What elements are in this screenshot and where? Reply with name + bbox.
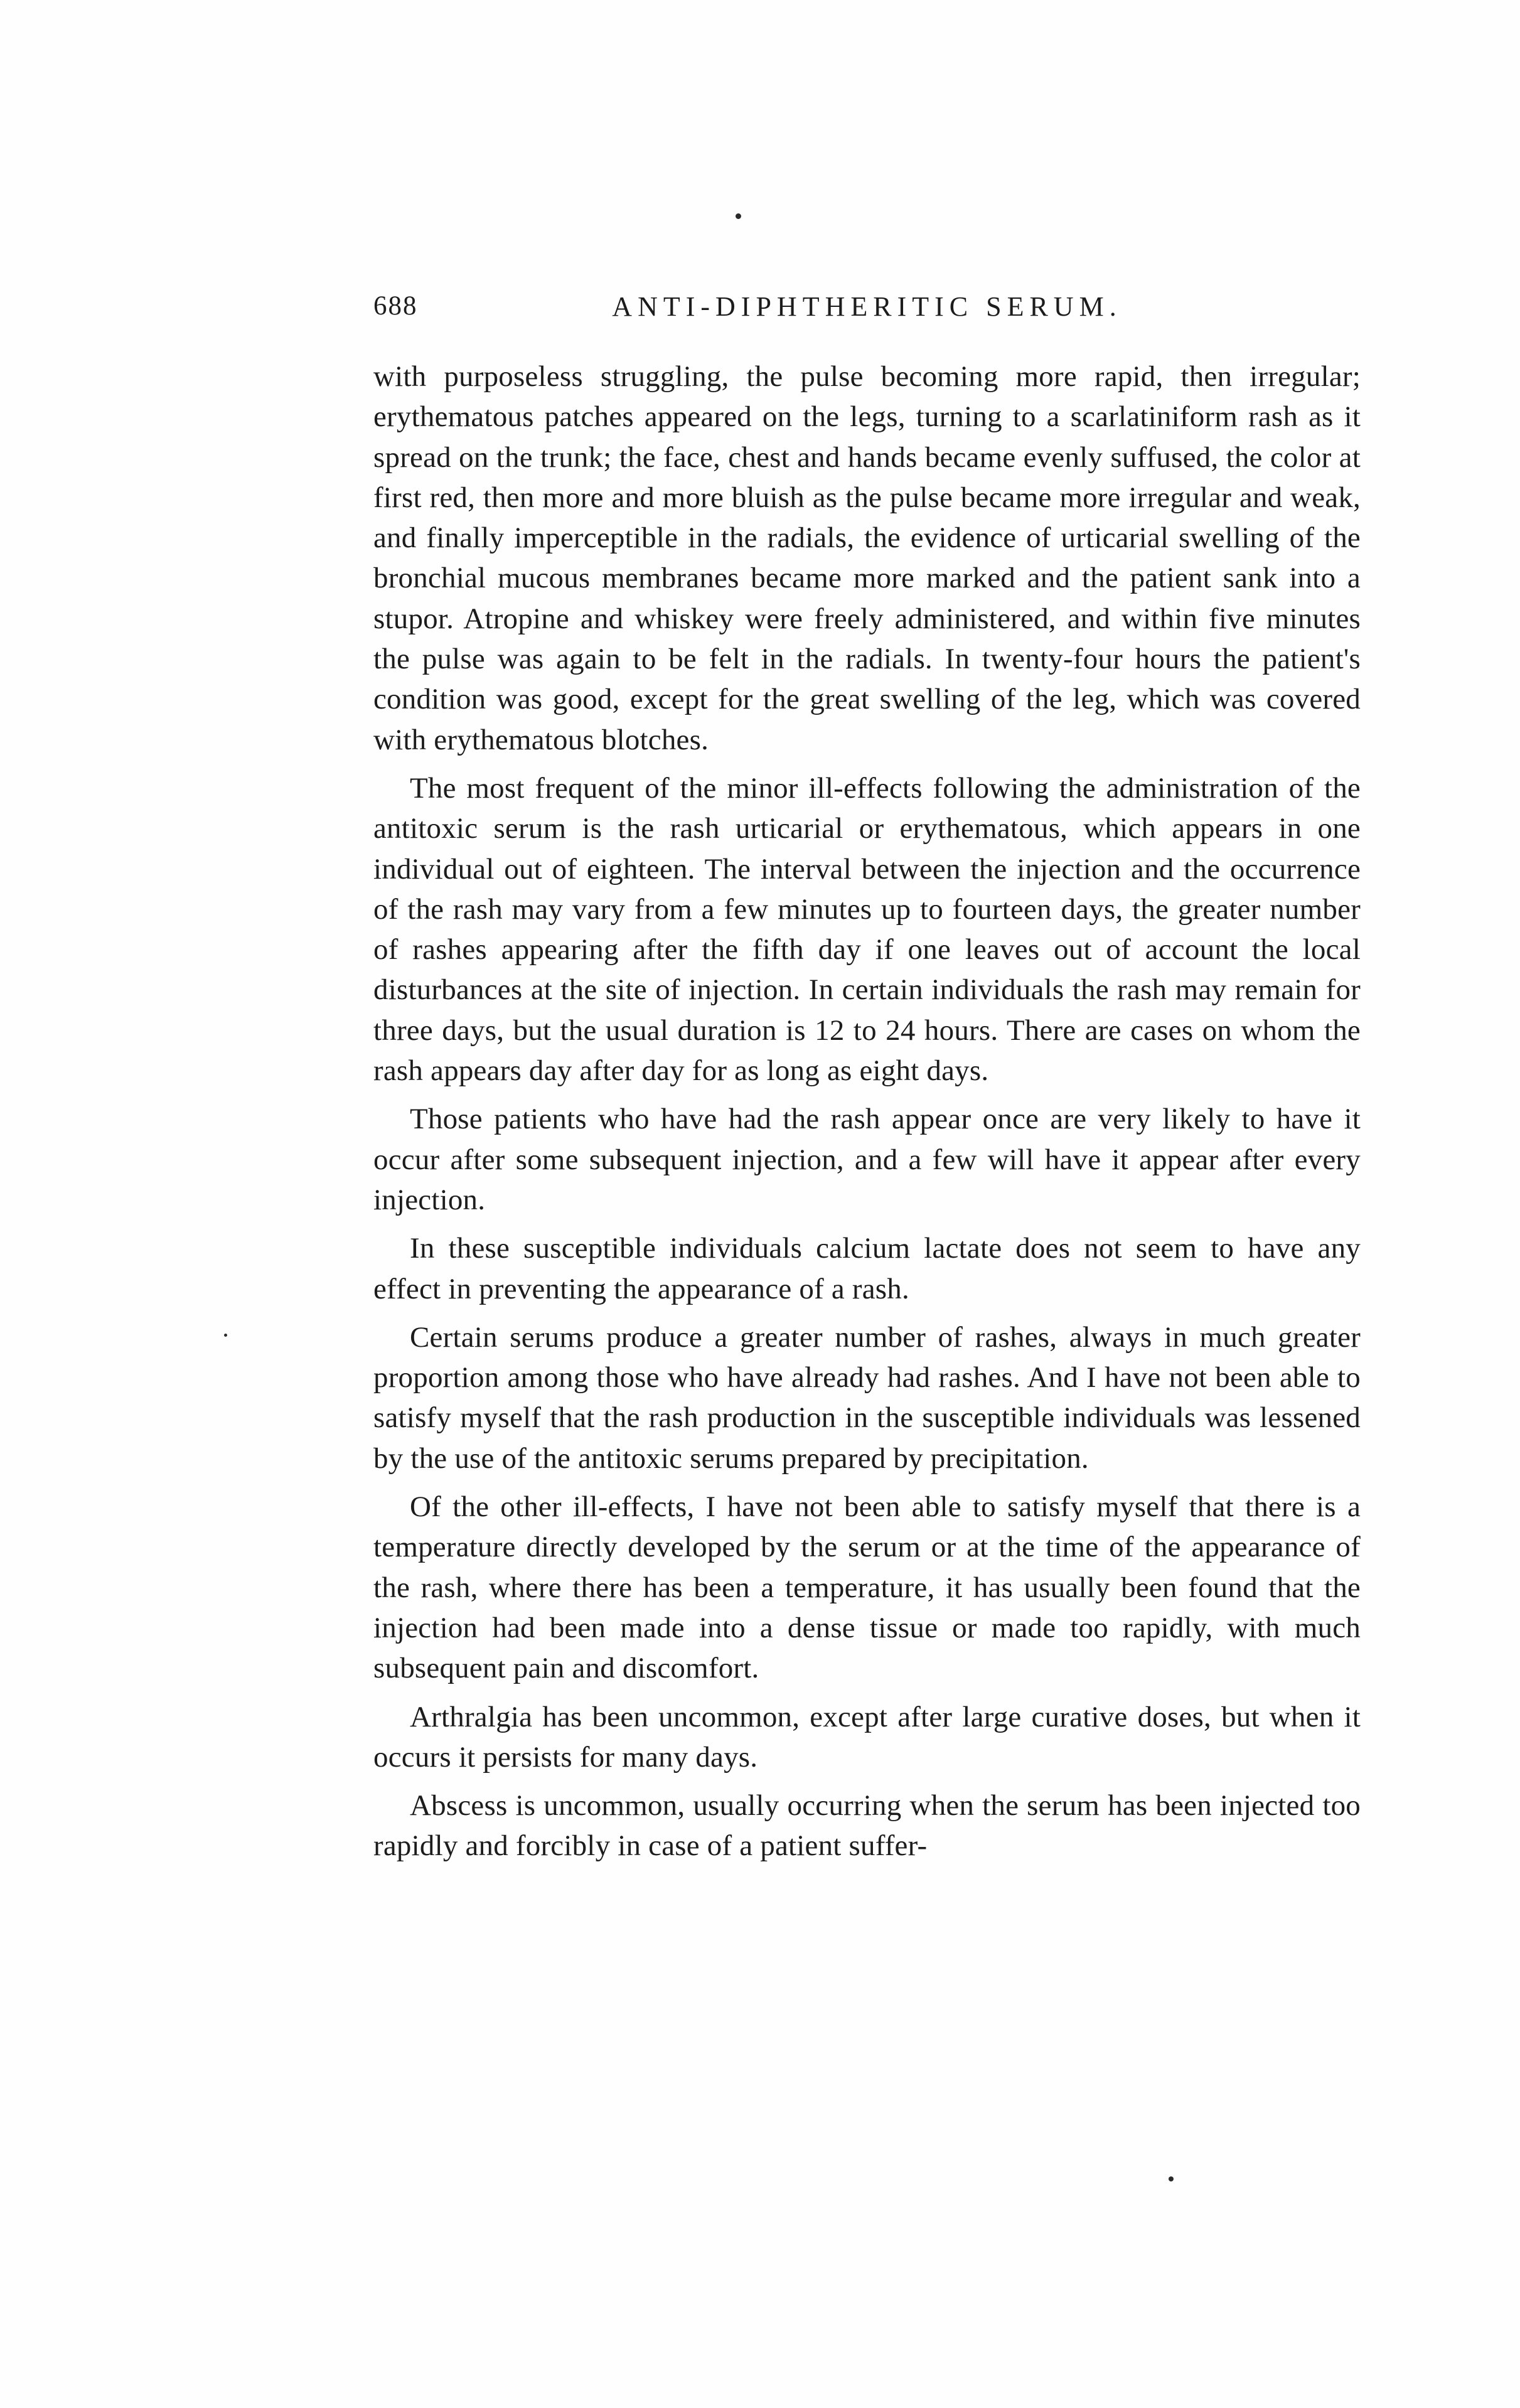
paragraph-certain-serums: Certain serums produce a greater number of rashes, always in much greater proportion among those who have already had rashes. And I have not been able to satisfy myself that the rash production in the susceptible individuals was lessened by the use of the antitoxic serums prepared by precipitation. bbox=[373, 1320, 1361, 1475]
paragraph-continued: with purposeless struggling, the pulse becoming more rapid, then irregular; erythematous patches appeared on the legs, turning to a scarlatiniform rash as it spread on the trunk; the face, chest and hands became evenly suffused, the color at first red, then more and more bluish as the pulse became more irregular and weak, and finally imperceptible in the radials, the evidence of urticarial swelling of the bronchial mucous membranes became more marked and the patient sank into a stupor. Atropine and whiskey were freely administered, and within five minutes the pulse was again to be felt in the radials. In twenty-four hours the patient's condition was good, except for the great swelling of the leg, which was covered with erythematous blotches. bbox=[373, 360, 1361, 756]
ink-speck bbox=[736, 213, 741, 219]
ink-speck bbox=[224, 1334, 227, 1337]
paragraph-temperature: Of the other ill-effects, I have not been able to satisfy myself that there is a temperature directly developed by the serum or at the time of the appearance of the rash, where there has been a temperature, it has usually been found that the injection had been made into a dense tissue or made too rapidly, with much subsequent pain and discomfort. bbox=[373, 1490, 1361, 1685]
body-text bbox=[373, 356, 1361, 1875]
paragraph-abscess: Abscess is uncommon, usually occurring when the serum has been injected too rapidly and forcibly in case of a patient suffer- bbox=[373, 1789, 1361, 1863]
paragraph-arthralgia: Arthralgia has been uncommon, except after large curative doses, but when it occurs it persists for many days. bbox=[373, 1700, 1361, 1774]
running-title: ANTI-DIPHTHERITIC SERUM. bbox=[612, 291, 1122, 322]
page-number: 688 bbox=[373, 291, 418, 321]
paragraph-recurrence: Those patients who have had the rash appear once are very likely to have it occur after some subsequent injection, and a few will have it appear after every injection. bbox=[373, 1103, 1361, 1216]
paragraph-rash-frequency: The most frequent of the minor ill-effects following the administration of the antitoxic serum is the rash urticarial or erythematous, which appears in one individual out of eighteen. The interval between the injection and the occurrence of the rash may vary from a few minutes up to fourteen days, the greater number of rashes appearing after the fifth day if one leaves out of account the local disturbances at the site of injection. In certain individuals the rash may remain for three days, but the usual duration is 12 to 24 hours. There are cases on whom the rash appears day after day for as long as eight days. bbox=[373, 771, 1361, 1088]
running-head bbox=[373, 291, 1361, 336]
paragraph-calcium-lactate: In these susceptible individuals calcium lactate does not seem to have any effect in preventing the appearance of a rash. bbox=[373, 1232, 1361, 1305]
ink-speck bbox=[1169, 2176, 1174, 2181]
